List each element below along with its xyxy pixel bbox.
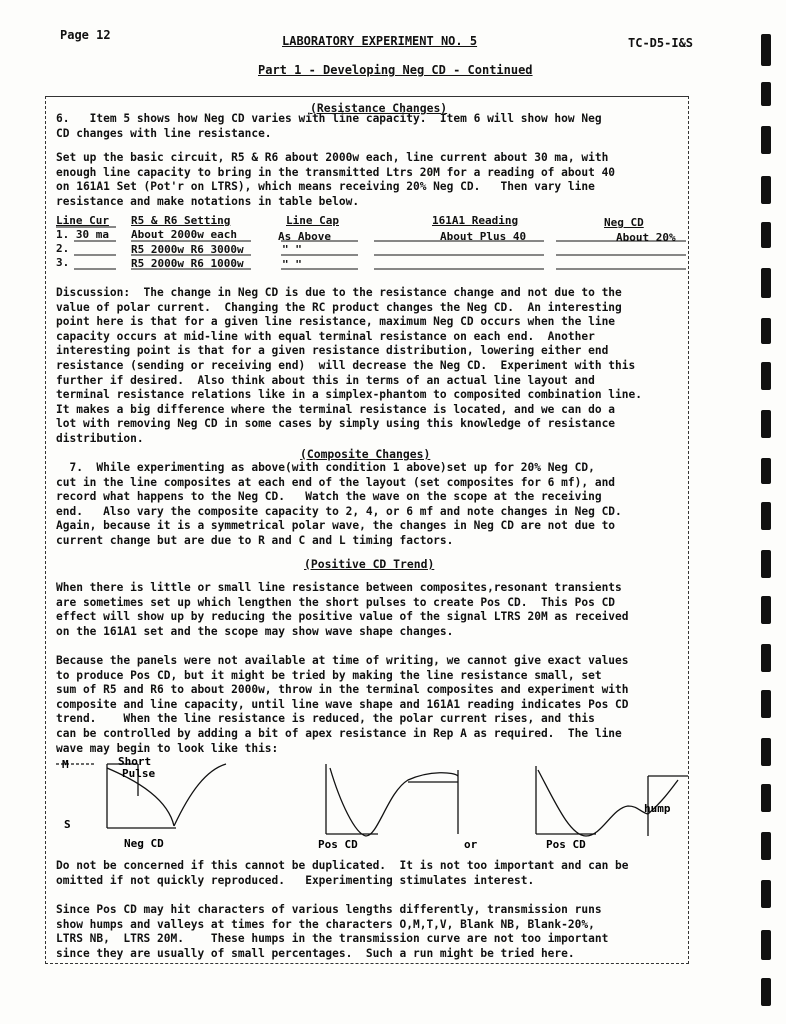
page-number: Page 12	[60, 28, 111, 42]
neg-cd-label: Neg CD	[124, 837, 164, 850]
table-cell: 2.	[56, 242, 70, 255]
pos-cd-label-1: Pos CD	[318, 838, 358, 851]
table-header: Line Cur	[56, 214, 109, 227]
heading-resistance-changes: (Resistance Changes)	[310, 101, 448, 115]
transmission-runs-paragraph: Since Pos CD may hit characters of various lengths differently, transmission runs show humps and valleys at times for the characters O,M,T,V, Blank NB, Blank-20%, LTRS NB, LTRS 20M. These humps in the transmission curve are not too important since they are usually of small percentages. Such a run might be tried here.	[56, 903, 609, 960]
table-header: R5 & R6 Setting	[131, 214, 231, 227]
table-rules	[56, 224, 690, 274]
m-level-label: M	[62, 758, 69, 771]
pulse-label: Pulse	[122, 767, 156, 780]
table-cell: About 2000w each	[131, 228, 237, 241]
table-cell: R5 2000w R6 1000w	[131, 257, 244, 270]
pos-cd-paragraph: When there is little or small line resistance between composites,resonant transients are sometimes set up which lengthen the short pulses to create Pos CD. This Pos CD effect will show up by reducing the positive value of the signal LTRS 20M as received on the 161A1 set and the scope may show wave shape changes.	[56, 581, 629, 638]
hump-label: hump	[644, 802, 671, 815]
heading-positive-cd-trend: (Positive CD Trend)	[304, 557, 435, 571]
page-title: LABORATORY EXPERIMENT NO. 5	[282, 34, 478, 48]
table-cell: 1. 30 ma	[56, 228, 109, 241]
panels-paragraph: Because the panels were not available at time of writing, we cannot give exact values to produce Pos CD, but it might be tried by making the line resistance small, set sum of R5 and R6 to about 2000w, throw in the terminal composites and experiment with composite and line capacity, until line wave shape and 161A1 reading indicates Pos CD trend. When the line resistance is reduced, the polar current rises, and this can be controlled by adding a bit of apex resistance in Rep A as required. The line wave may begin to look like this:	[56, 654, 629, 755]
table-cell: " "	[282, 243, 302, 256]
item-6-paragraph: 6. Item 5 shows how Neg CD varies with line capacity. Item 6 will show how Neg CD changes with line resistance.	[56, 112, 602, 140]
setup-paragraph: Set up the basic circuit, R5 & R6 about 2000w each, line current about 30 ma, with enough line capacity to bring in the transmitted Ltrs 20M for a reading of about 40 on 161A1 Set (Pot'r on LTRS), which means receiving 20% Neg CD. Then vary line resistance and make notations in table below.	[56, 151, 616, 208]
discussion-paragraph: Discussion: The change in Neg CD is due to the resistance change and not due to the value of polar current. Changing the RC product changes the Neg CD. An interesting point here is that for a given line resistance, maximum Neg CD occurs when the line capacity occurs at mid-line with equal terminal resistance on each end. Another interesting point is that for a given resistance distribution, lowering either end resistance (sending or receiving end) will decrease the Neg CD. Experiment with this further if desired. Also think about this in terms of an actual line layout and terminal resistance relations like in a simplex-phantom to composited combination line. It makes a big difference where the terminal resistance is located, and we can do a lot with removing Neg CD in some cases by simply using this knowledge of resistance distribution.	[56, 286, 642, 445]
table-cell: R5 2000w R6 3000w	[131, 243, 244, 256]
table-cell: About Plus 40	[440, 230, 527, 243]
or-label: or	[464, 838, 478, 851]
table-header: 161A1 Reading	[432, 214, 519, 227]
pos-cd-label-2: Pos CD	[546, 838, 586, 851]
line-wave-figure	[50, 752, 690, 856]
table-cell: 3.	[56, 256, 70, 269]
s-level-label: S	[64, 818, 71, 831]
table-header: Line Cap	[286, 214, 339, 227]
not-concerned-paragraph: Do not be concerned if this cannot be duplicated. It is not too important and can be omitted if not quickly reproduced. Experimenting stimulates interest.	[56, 859, 629, 887]
item-7-paragraph: 7. While experimenting as above(with condition 1 above)set up for 20% Neg CD, cut in the line composites at each end of the layout (set composites for 6 mf), and record what happens to the Neg CD. Watch the wave on the scope at the receiving end. Also vary the composite capacity to 2, 4, or 6 mf and note changes in Neg CD. Again, because it is a symmetrical polar wave, the changes in Neg CD are not due to current change but are due to R and C and L timing factors.	[56, 461, 622, 547]
table-cell: As Above	[278, 230, 331, 243]
heading-composite-changes: (Composite Changes)	[300, 447, 431, 461]
short-label: Short	[118, 755, 152, 768]
table-cell: About 20%	[616, 231, 676, 244]
document-code: TC-D5-I&S	[628, 36, 694, 50]
table-header: Neg CD	[604, 216, 644, 229]
page-subtitle: Part 1 - Developing Neg CD - Continued	[258, 63, 533, 77]
table-cell: " "	[282, 258, 302, 271]
